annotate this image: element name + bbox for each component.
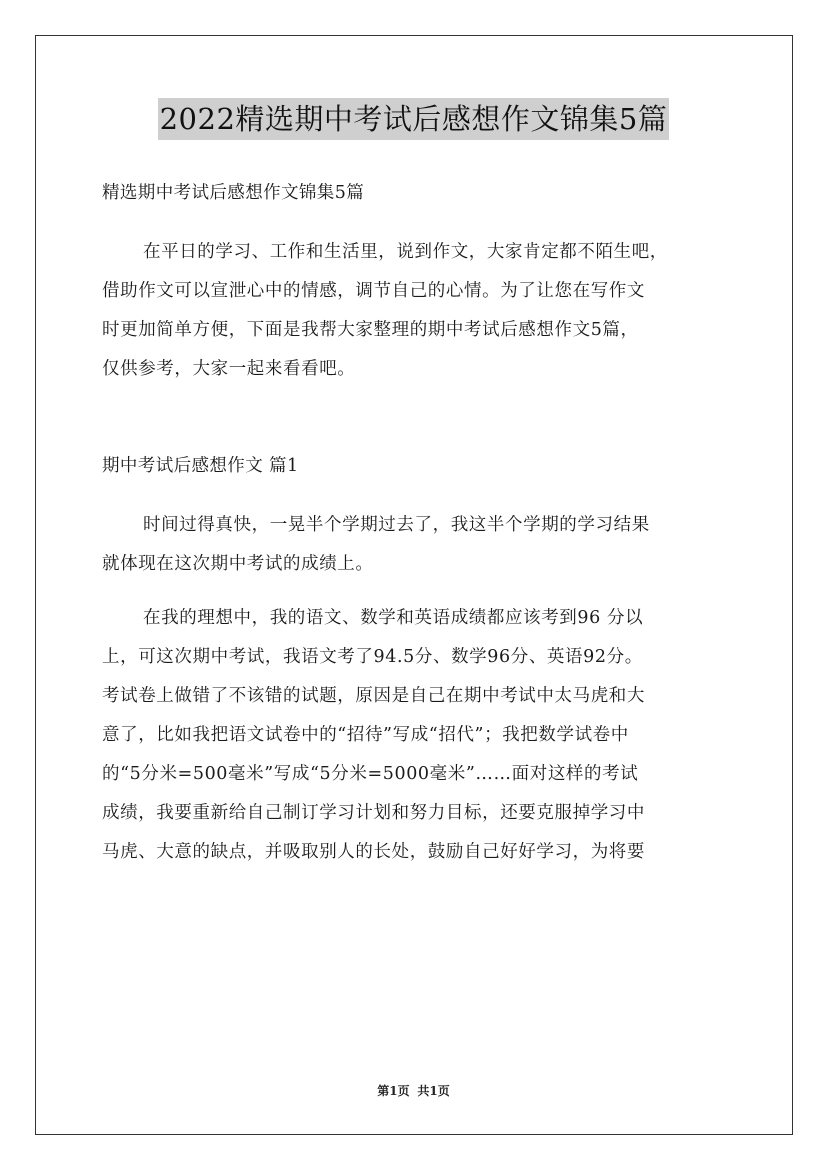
paragraph-line: 上，可这次期中考试，我语文考了94.5分、数学96分、英语92分。: [102, 647, 643, 667]
intro-paragraph: [102, 233, 732, 389]
paragraph: [102, 599, 732, 872]
paragraph-line: 时间过得真快，一晃半个学期过去了，我这半个学期的学习结果: [143, 515, 650, 535]
paragraph: [102, 506, 732, 584]
title-container: [0, 98, 827, 140]
paragraph-line: 就体现在这次期中考试的成绩上。: [102, 554, 374, 574]
section-heading: 期中考试后感想作文 篇1: [102, 456, 299, 476]
document-subtitle: 精选期中考试后感想作文锦集5篇: [102, 183, 365, 203]
paragraph-line: 马虎、大意的缺点，并吸取别人的长处，鼓励自己好好学习，为将要: [102, 842, 645, 862]
paragraph-line: 在我的理想中，我的语文、数学和英语成绩都应该考到96 分以: [143, 608, 644, 628]
page-total: 共1页: [417, 1084, 450, 1098]
intro-line: 时更加简单方便，下面是我帮大家整理的期中考试后感想作文5篇，: [102, 320, 639, 340]
page-footer: [0, 1082, 827, 1099]
intro-line: 借助作文可以宣泄心中的情感，调节自己的心情。为了让您在写作文: [102, 281, 645, 301]
paragraph-line: 的“5分米=500毫米”写成“5分米=5000毫米”……面对这样的考试: [102, 764, 639, 784]
document-title: 2022精选期中考试后感想作文锦集5篇: [158, 98, 670, 140]
intro-line: 在平日的学习、工作和生活里，说到作文，大家肯定都不陌生吧，: [143, 242, 668, 262]
intro-line: 仅供参考，大家一起来看看吧。: [102, 359, 356, 379]
paragraph-line: 意了，比如我把语文试卷中的“招待”写成“招代”；我把数学试卷中: [102, 725, 629, 745]
page-number: 第1页: [377, 1084, 410, 1098]
document-body: [102, 174, 732, 872]
paragraph-line: 考试卷上做错了不该错的试题，原因是自己在期中考试中太马虎和大: [102, 686, 645, 706]
paragraph-line: 成绩，我要重新给自己制订学习计划和努力目标，还要克服掉学习中: [102, 803, 645, 823]
